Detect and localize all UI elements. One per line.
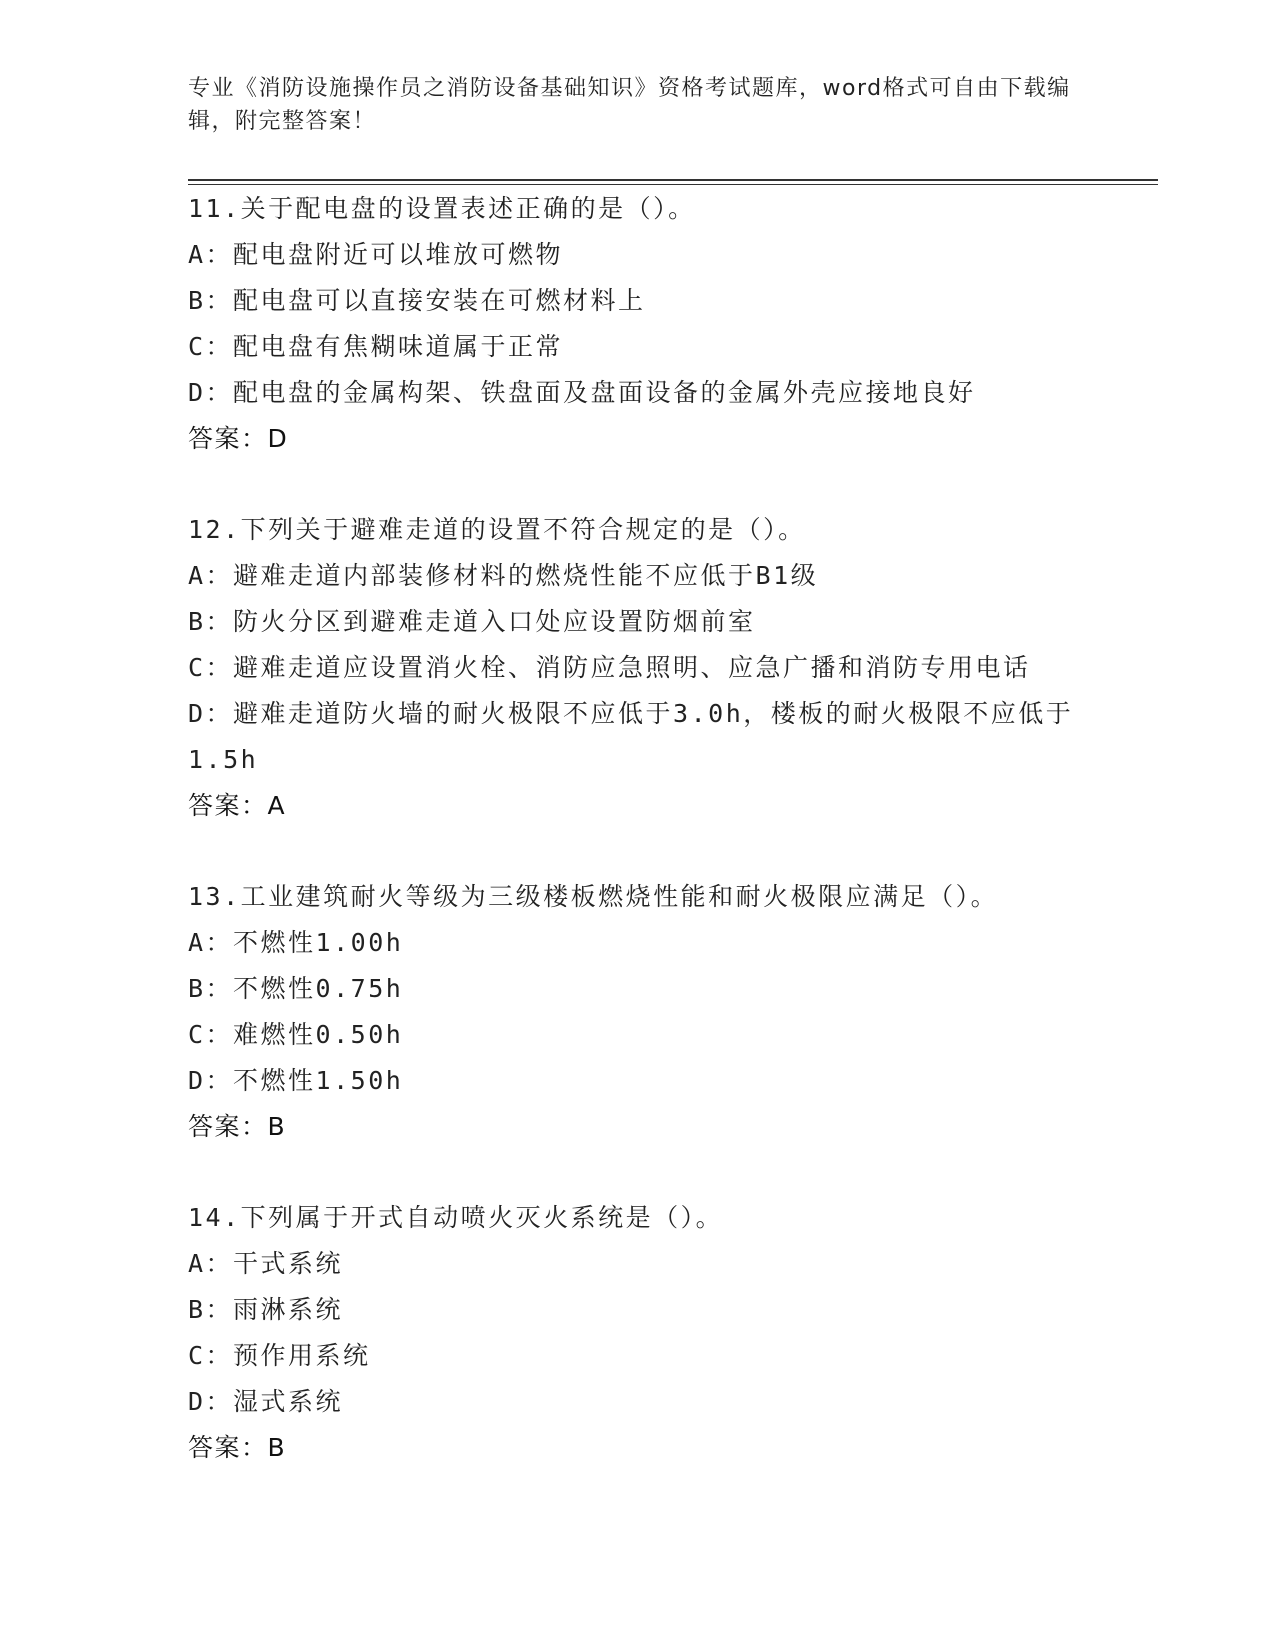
option-b: B：雨淋系统: [188, 1295, 344, 1324]
option-a: A：不燃性1.00h: [188, 928, 404, 957]
option-a: A：干式系统: [188, 1249, 344, 1278]
option-c: C：难燃性0.50h: [188, 1020, 404, 1049]
option-a: A：避难走道内部装修材料的燃烧性能不应低于B1级: [188, 561, 819, 590]
option-d: D：不燃性1.50h: [188, 1066, 404, 1095]
document-header-note: 专业《消防设施操作员之消防设备基础知识》资格考试题库，word格式可自由下载编辑，附完整答案！: [188, 76, 1071, 134]
question-11: [188, 186, 1088, 462]
option-b: B：不燃性0.75h: [188, 974, 404, 1003]
answer-line: 答案：D: [188, 424, 289, 453]
answer-line: 答案：B: [188, 1433, 287, 1462]
answer-line: 答案：A: [188, 791, 287, 820]
option-d: D：湿式系统: [188, 1387, 344, 1416]
option-d: D：避难走道防火墙的耐火极限不应低于3.0h，楼板的耐火极限不应低于1.5h: [188, 699, 1074, 774]
option-b: B：防火分区到避难走道入口处应设置防烟前室: [188, 607, 756, 636]
question-list: [188, 186, 1088, 1471]
option-d: D：配电盘的金属构架、铁盘面及盘面设备的金属外壳应接地良好: [188, 378, 976, 407]
answer-line: 答案：B: [188, 1112, 287, 1141]
option-c: C：配电盘有焦糊味道属于正常: [188, 332, 564, 361]
option-b: B：配电盘可以直接安装在可燃材料上: [188, 286, 646, 315]
option-c: C：避难走道应设置消火栓、消防应急照明、应急广播和消防专用电话: [188, 653, 1031, 682]
question-14: [188, 1195, 1088, 1471]
question-stem: 11.关于配电盘的设置表述正确的是（）。: [188, 194, 696, 223]
header-divider-thick: [188, 179, 1158, 181]
option-a: A：配电盘附近可以堆放可燃物: [188, 240, 564, 269]
question-stem: 13.工业建筑耐火等级为三级楼板燃烧性能和耐火极限应满足（）。: [188, 882, 999, 911]
question-12: [188, 507, 1088, 829]
question-13: [188, 874, 1088, 1150]
option-c: C：预作用系统: [188, 1341, 371, 1370]
header-divider-thin: [188, 184, 1158, 185]
question-stem: 12.下列关于避难走道的设置不符合规定的是（）。: [188, 515, 806, 544]
question-stem: 14.下列属于开式自动喷火灭火系统是（）。: [188, 1203, 724, 1232]
